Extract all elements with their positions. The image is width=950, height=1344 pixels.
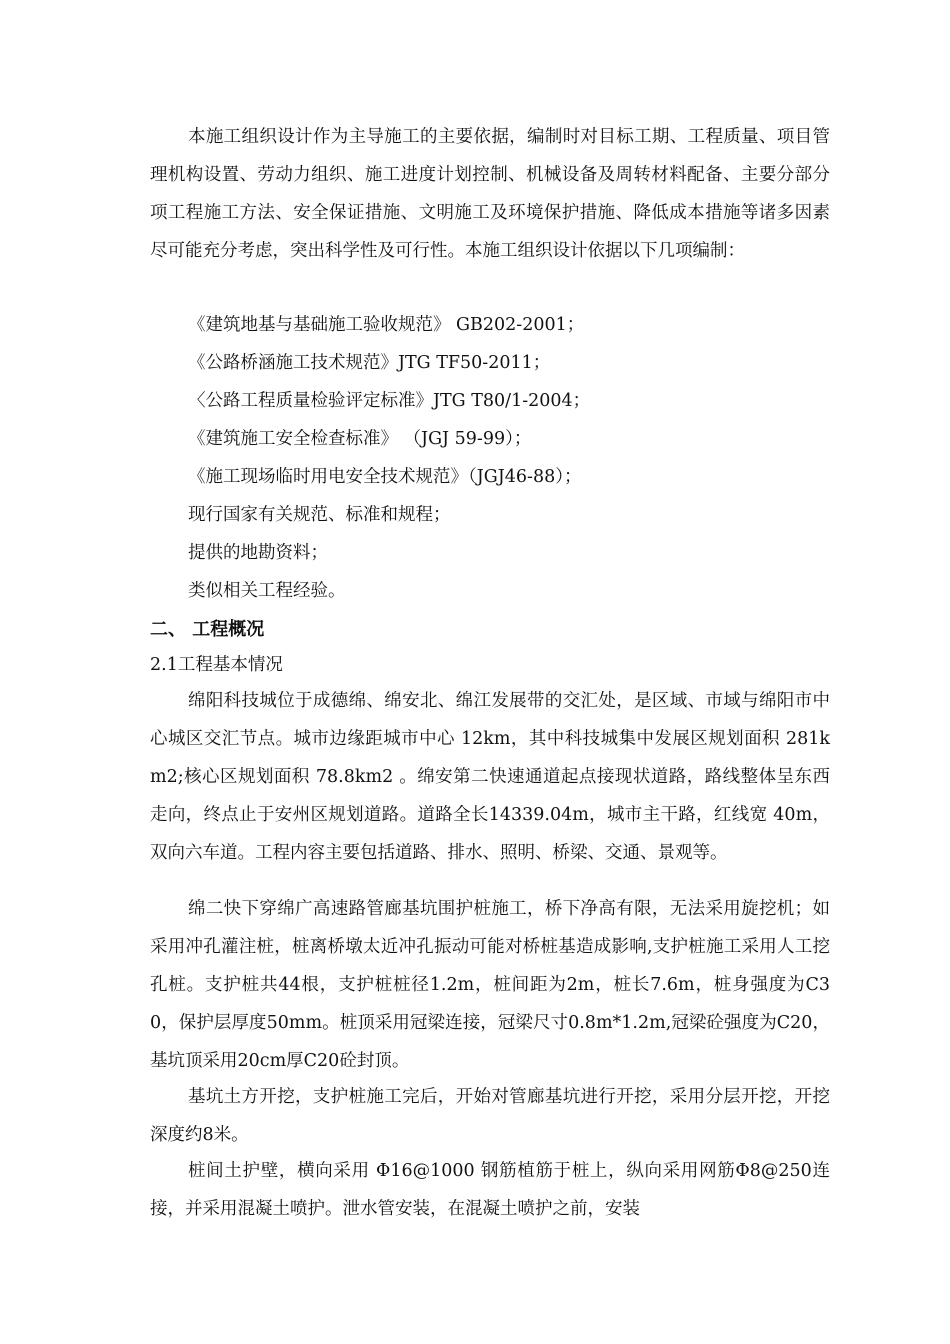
intro-paragraph: 本施工组织设计作为主导施工的主要依据，编制时对目标工期、工程质量、项目管理机构设置、劳动力组织、施工进度计划控制、机械设备及周转材料配备、主要分部分项工程施工方法、安全保证措施、文明施工及环境保护措施、降低成本措施等诸多因素尽可能充分考虑，突出科学性及可行性。本施工组织设计依据以下几项编制： — [150, 127, 830, 261]
reference-item: 类似相关工程经验。 — [188, 581, 346, 601]
reference-item: 提供的地勘资料； — [188, 543, 328, 563]
reference-item: 《公路桥涵施工技术规范》JTG TF50-2011； — [188, 353, 551, 373]
reference-item: 现行国家有关规范、标准和规程； — [188, 505, 451, 525]
section-heading: 二、 工程概况 — [150, 619, 265, 640]
reference-item: 《建筑地基与基础施工验收规范》 GB202-2001； — [188, 315, 585, 335]
body-paragraph: 桩间土护壁，横向采用 Φ16@1000 钢筋植筋于桩上，纵向采用网筋Φ8@250连接，并采用混凝土喷护。泄水管安装，在混凝土喷护之前，安装 — [150, 1161, 830, 1219]
body-paragraph: 绵阳科技城位于成德绵、绵安北、绵江发展带的交汇处，是区域、市域与绵阳市中心城区交汇节点。城市边缘距城市中心 12km，其中科技城集中发展区规划面积 281km2;核心区规划面积 78.8km2 。绵安第二快速通道起点接现状道路，路线整体呈东西走向，终点止于安州区规划道路。道路全长14339.04m，城市主干路，红线宽 40m，双向六车道。工程内容主要包括道路、排水、照明、桥梁、交通、景观等。 — [150, 691, 830, 863]
reference-item: 《施工现场临时用电安全技术规范》（JGJ46-88）； — [188, 467, 582, 487]
reference-item: 《建筑施工安全检查标准》 （JGJ 59-99）； — [188, 429, 532, 449]
body-paragraph: 绵二快下穿绵广高速路管廊基坑围护桩施工，桥下净高有限，无法采用旋挖机；如采用冲孔灌注桩，桩离桥墩太近冲孔振动可能对桥桩基造成影响,支护桩施工采用人工挖孔桩。支护桩共44根，支护桩桩径1.2m，桩间距为2m，桩长7.6m，桩身强度为C30，保护层厚度50mm。桩顶采用冠梁连接，冠梁尺寸0.8m*1.2m,冠梁砼强度为C20，基坑顶采用20cm厚C20砼封顶。 — [150, 899, 830, 1071]
subsection-heading: 2.1工程基本情况 — [150, 655, 283, 675]
body-paragraph: 基坑土方开挖，支护桩施工完后，开始对管廊基坑进行开挖，采用分层开挖，开挖深度约8米。 — [150, 1087, 830, 1145]
reference-item: 〈公路工程质量检验评定标准》JTG T80/1-2004； — [188, 391, 591, 411]
